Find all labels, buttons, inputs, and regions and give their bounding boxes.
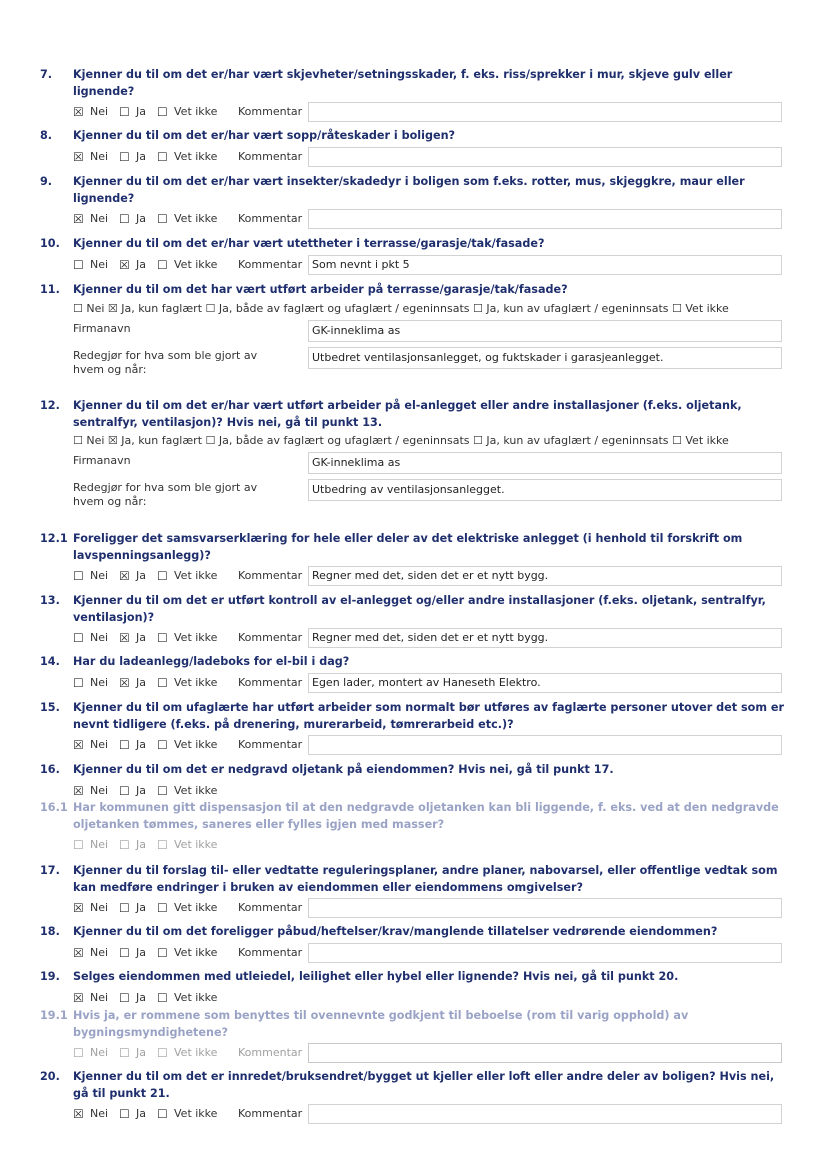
checkbox-ja[interactable]: ☐: [119, 783, 130, 798]
answer-options[interactable]: ☐ Nei ☒ Ja, kun faglært ☐ Ja, både av faglært og ufaglært / egeninnsats ☐ Ja, kun av ufaglært / egeninnsats ☐ Vet ikke: [73, 301, 729, 315]
question-text: Kjenner du til om det er/har vært skjevheter/setningsskader, f. eks. riss/sprekker i mur, skjeve gulv eller lignende?: [73, 68, 733, 98]
question-item: [40, 174, 788, 230]
label-ja: Ja: [136, 105, 146, 118]
question-header: [40, 924, 788, 941]
redegjor-field[interactable]: Utbedring av ventilasjonsanlegget.: [308, 479, 782, 501]
checkbox-ja[interactable]: ☐: [119, 945, 130, 960]
label-vet-ikke: Vet ikke: [174, 783, 218, 797]
question-text: Foreligger det samsvarserklæring for hele eller deler av det elektriske anlegget (i henhold til forskrift om lavspenningsanlegg)?: [73, 532, 743, 562]
question-number: 20.: [40, 1070, 60, 1083]
question-number: 19.: [40, 970, 60, 983]
answer-row: [73, 210, 788, 230]
label-ja: Ja: [136, 569, 146, 582]
question-text: Kjenner du til om det er innredet/bruksendret/bygget ut kjeller eller loft eller andre deler av boligen? Hvis nei, gå til punkt 21.: [73, 1070, 775, 1100]
kommentar-field[interactable]: [308, 147, 782, 167]
question-text: Kjenner du til om det er nedgravd oljetank på eiendommen? Hvis nei, gå til punkt 17.: [73, 763, 614, 776]
label-ja: Ja: [136, 1046, 146, 1059]
question-header: [40, 863, 788, 896]
answer-row: [73, 782, 788, 802]
question-text: Kjenner du til om det er/har vært utettheter i terrasse/garasje/tak/fasade?: [73, 237, 545, 250]
answer-row: [73, 567, 788, 587]
question-header: [40, 593, 788, 626]
checkbox-vet-ikke[interactable]: ☐: [157, 838, 168, 852]
label-nei: Nei: [90, 738, 109, 751]
checkbox-vet-ikke[interactable]: ☐: [157, 149, 168, 164]
label-nei: Nei: [90, 569, 109, 582]
label-vet-ikke: Vet ikke: [174, 1107, 218, 1120]
checkbox-nei[interactable]: ☐: [73, 631, 84, 645]
checkbox-ja[interactable]: ☐: [119, 105, 130, 119]
checkbox-nei[interactable]: ☒: [73, 149, 84, 164]
question-text: Hvis ja, er rommene som benyttes til ovennevnte godkjent til beboelse (rom til varig opphold) av bygningsmyndighetene?: [73, 1009, 689, 1039]
kommentar-field[interactable]: [308, 943, 782, 963]
question-item: [40, 654, 788, 694]
question-text: Kjenner du til om ufaglærte har utført arbeider som normalt bør utføres av faglærte personer utover det som er nevnt tidligere (f.eks. på drenering, murerarbeid, tømrerarbeid etc.)?: [73, 701, 784, 731]
question-header: [40, 800, 788, 833]
firmanavn-label: Firmanavn: [73, 454, 131, 467]
checkbox-nei[interactable]: ☐: [73, 569, 84, 583]
question-text: Kjenner du til om det er/har vært sopp/råteskader i boligen?: [73, 129, 456, 142]
question-number: 19.1: [40, 1009, 68, 1022]
question-header: [40, 969, 788, 986]
label-nei: Nei: [90, 838, 109, 851]
label-vet-ikke: Vet ikke: [174, 149, 218, 163]
label-ja: Ja: [136, 901, 146, 914]
answer-row: [73, 899, 788, 919]
checkbox-ja[interactable]: ☐: [119, 838, 130, 852]
question-text: Har kommunen gitt dispensasjon til at den nedgravde oljetanken kan bli liggende, f. eks. ved at den nedgravde oljetanken tømmes, saneres eller fylles igjen med masser?: [73, 801, 779, 831]
label-ja: Ja: [136, 212, 146, 225]
checkbox-nei[interactable]: ☒: [73, 783, 84, 798]
answer-row: [73, 148, 788, 168]
checkbox-ja[interactable]: ☐: [119, 1107, 130, 1121]
answer-options[interactable]: ☐ Nei ☒ Ja, kun faglært ☐ Ja, både av faglært og ufaglært / egeninnsats ☐ Ja, kun av ufaglært / egeninnsats ☐ Vet ikke: [73, 434, 729, 447]
checkbox-vet-ikke[interactable]: ☐: [157, 105, 168, 119]
question-item: [40, 67, 788, 123]
question-text: Kjenner du til om det foreligger påbud/heftelser/krav/manglende tillatelser vedrørende eiendommen?: [73, 925, 718, 938]
question-item: [40, 1069, 788, 1125]
kommentar-label: Kommentar: [238, 675, 303, 689]
checkbox-vet-ikke[interactable]: ☐: [157, 1046, 168, 1060]
kommentar-label: Kommentar: [238, 212, 303, 225]
answer-row: [73, 836, 788, 856]
label-nei: Nei: [90, 212, 109, 225]
question-header: [40, 398, 788, 431]
redegjor-label: Redegjør for hva som ble gjort av hvem og når:: [73, 481, 258, 508]
label-nei: Nei: [90, 783, 109, 797]
checkbox-ja[interactable]: ☒: [119, 257, 130, 272]
label-ja: Ja: [136, 945, 146, 959]
question-number: 9.: [40, 175, 53, 188]
question-number: 11.: [40, 283, 60, 296]
question-header: [40, 1069, 788, 1102]
question-header: [40, 174, 788, 207]
question-item: [40, 924, 788, 964]
redegjor-row: [73, 479, 788, 507]
firmanavn-field[interactable]: GK-inneklima as: [308, 452, 782, 474]
kommentar-label: Kommentar: [238, 738, 303, 751]
question-header: [40, 531, 788, 564]
label-ja: Ja: [136, 149, 146, 163]
answer-row: [73, 1044, 788, 1064]
question-item: [40, 531, 788, 587]
question-text: Kjenner du til forslag til- eller vedtatte reguleringsplaner, andre planer, nabovarsel, eller offentlige vedtak som kan medføre endringer i bruken av eiendommen eller eiendommens omgivelser?: [73, 864, 778, 894]
answer-row: [73, 629, 788, 649]
question-number: 17.: [40, 864, 60, 877]
label-ja: Ja: [136, 257, 146, 271]
label-vet-ikke: Vet ikke: [174, 838, 218, 851]
label-nei: Nei: [90, 990, 109, 1004]
redegjor-field[interactable]: Utbedret ventilasjonsanlegget, og fuktskader i garasjeanlegget.: [308, 347, 782, 369]
checkbox-vet-ikke[interactable]: ☐: [157, 901, 168, 915]
question-item: [40, 700, 788, 756]
question-number: 14.: [40, 655, 60, 668]
question-text: Selges eiendommen med utleiedel, leilighet eller hybel eller lignende? Hvis nei, gå til punkt 20.: [73, 970, 679, 983]
label-vet-ikke: Vet ikke: [174, 738, 218, 751]
question-number: 15.: [40, 701, 60, 714]
label-nei: Nei: [90, 1046, 109, 1059]
question-item: [40, 863, 788, 919]
checkbox-vet-ikke[interactable]: ☐: [157, 738, 168, 752]
question-item: [40, 398, 788, 507]
label-vet-ikke: Vet ikke: [174, 631, 218, 644]
kommentar-label: Kommentar: [238, 149, 303, 163]
checkbox-ja[interactable]: ☐: [119, 149, 130, 164]
question-number: 8.: [40, 129, 53, 142]
question-text: Kjenner du til om det er/har vært utført arbeider på el-anlegget eller andre installasjoner (f.eks. oljetank, sentralfyr, ventilasjon)? Hvis nei, gå til punkt 13.: [73, 399, 742, 429]
answer-row: [73, 944, 788, 964]
checkbox-vet-ikke[interactable]: ☐: [157, 631, 168, 645]
label-nei: Nei: [90, 631, 109, 644]
label-ja: Ja: [136, 1107, 146, 1120]
kommentar-field[interactable]: Som nevnt i pkt 5: [308, 255, 782, 275]
question-item: [40, 236, 788, 276]
checkbox-nei[interactable]: ☐: [73, 838, 84, 852]
firmanavn-row: [73, 320, 788, 346]
kommentar-label: Kommentar: [238, 257, 303, 271]
checkbox-vet-ikke[interactable]: ☐: [157, 257, 168, 272]
checkbox-ja[interactable]: ☒: [119, 569, 130, 583]
question-item: [40, 128, 788, 168]
label-nei: Nei: [90, 1107, 109, 1120]
question-number: 16.1: [40, 801, 68, 814]
label-ja: Ja: [136, 990, 146, 1004]
kommentar-field[interactable]: [308, 102, 782, 122]
question-number: 13.: [40, 594, 60, 607]
question-number: 12.: [40, 399, 60, 412]
kommentar-field[interactable]: [308, 209, 782, 229]
label-nei: Nei: [90, 105, 109, 118]
label-ja: Ja: [136, 783, 146, 797]
question-text: Kjenner du til om det har vært utført arbeider på terrasse/garasje/tak/fasade?: [73, 283, 568, 296]
checkbox-ja[interactable]: ☐: [119, 212, 130, 226]
kommentar-label: Kommentar: [238, 569, 303, 582]
question-header: [40, 128, 788, 145]
label-ja: Ja: [136, 838, 146, 851]
checkbox-nei[interactable]: ☒: [73, 105, 84, 119]
checkbox-vet-ikke[interactable]: ☐: [157, 212, 168, 226]
checkbox-vet-ikke[interactable]: ☐: [157, 675, 168, 690]
answer-row: [73, 674, 788, 694]
label-vet-ikke: Vet ikke: [174, 990, 218, 1004]
question-number: 16.: [40, 763, 60, 776]
checkbox-nei[interactable]: ☒: [73, 212, 84, 226]
question-number: 18.: [40, 925, 60, 938]
checkbox-nei[interactable]: ☒: [73, 738, 84, 752]
checkbox-nei[interactable]: ☒: [73, 945, 84, 960]
kommentar-label: Kommentar: [238, 631, 303, 644]
kommentar-field[interactable]: Regner med det, siden det er et nytt bygg.: [308, 628, 782, 648]
redegjor-label: Redegjør for hva som ble gjort av hvem og når:: [73, 348, 258, 376]
question-header: [40, 67, 788, 100]
label-vet-ikke: Vet ikke: [174, 569, 218, 582]
firmanavn-label: Firmanavn: [73, 321, 131, 335]
checkbox-nei[interactable]: ☐: [73, 1046, 84, 1060]
kommentar-label: Kommentar: [238, 945, 303, 959]
label-vet-ikke: Vet ikke: [174, 945, 218, 959]
question-item: [40, 593, 788, 649]
question-header: [40, 1008, 788, 1041]
kommentar-field[interactable]: [308, 898, 782, 918]
checkbox-ja[interactable]: ☒: [119, 631, 130, 645]
checkbox-vet-ikke[interactable]: ☐: [157, 990, 168, 1005]
kommentar-label: Kommentar: [238, 1107, 303, 1120]
redegjor-row: [73, 347, 788, 375]
label-ja: Ja: [136, 738, 146, 751]
checkbox-vet-ikke[interactable]: ☐: [157, 1107, 168, 1121]
question-item: [40, 762, 788, 802]
firmanavn-row: [73, 452, 788, 478]
question-text: Kjenner du til om det er utført kontroll av el-anlegget og/eller andre installasjoner (f.eks. oljetank, sentralfyr, ventilasjon)?: [73, 594, 766, 624]
label-ja: Ja: [136, 675, 146, 689]
question-item: [40, 969, 788, 1009]
kommentar-label: Kommentar: [238, 1046, 303, 1059]
kommentar-field[interactable]: [308, 1043, 782, 1063]
label-nei: Nei: [90, 901, 109, 914]
kommentar-field[interactable]: [308, 735, 782, 755]
label-vet-ikke: Vet ikke: [174, 257, 218, 271]
checkbox-nei[interactable]: ☒: [73, 990, 84, 1005]
kommentar-field[interactable]: [308, 1104, 782, 1124]
question-text: Kjenner du til om det er/har vært insekter/skadedyr i boligen som f.eks. rotter, mus, skjeggkre, maur eller lignende?: [73, 175, 745, 205]
question-number: 10.: [40, 237, 60, 250]
label-vet-ikke: Vet ikke: [174, 105, 218, 118]
label-nei: Nei: [90, 945, 109, 959]
label-nei: Nei: [90, 675, 109, 689]
kommentar-label: Kommentar: [238, 105, 303, 118]
label-vet-ikke: Vet ikke: [174, 675, 218, 689]
question-header: [40, 700, 788, 733]
checkbox-ja[interactable]: ☐: [119, 990, 130, 1005]
label-nei: Nei: [90, 257, 109, 271]
label-nei: Nei: [90, 149, 109, 163]
checkbox-nei[interactable]: ☒: [73, 901, 84, 915]
label-ja: Ja: [136, 631, 146, 644]
checkbox-ja[interactable]: ☐: [119, 901, 130, 915]
checkbox-nei[interactable]: ☐: [73, 675, 84, 690]
kommentar-label: Kommentar: [238, 901, 303, 914]
question-header: [40, 762, 788, 779]
question-text: Har du ladeanlegg/ladeboks for el-bil i dag?: [73, 655, 350, 668]
label-vet-ikke: Vet ikke: [174, 901, 218, 914]
checkbox-ja[interactable]: ☒: [119, 675, 130, 690]
label-vet-ikke: Vet ikke: [174, 212, 218, 225]
question-item: [40, 282, 788, 375]
question-item: [40, 1008, 788, 1064]
kommentar-field[interactable]: Regner med det, siden det er et nytt bygg.: [308, 566, 782, 586]
firmanavn-field[interactable]: GK-inneklima as: [308, 320, 782, 342]
checkbox-nei[interactable]: ☒: [73, 1107, 84, 1121]
answer-row: [73, 1105, 788, 1125]
question-number: 7.: [40, 68, 53, 81]
question-item: [40, 800, 788, 856]
checkbox-nei[interactable]: ☐: [73, 257, 84, 272]
question-header: [40, 236, 788, 253]
question-number: 12.1: [40, 532, 68, 545]
kommentar-field[interactable]: Egen lader, montert av Haneseth Elektro.: [308, 673, 782, 693]
question-header: [40, 282, 788, 299]
label-vet-ikke: Vet ikke: [174, 1046, 218, 1059]
question-header: [40, 654, 788, 671]
answer-row: [73, 256, 788, 276]
answer-row: [73, 989, 788, 1009]
checkbox-ja[interactable]: ☐: [119, 1046, 130, 1060]
checkbox-vet-ikke[interactable]: ☐: [157, 783, 168, 798]
answer-row: [73, 736, 788, 756]
checkbox-ja[interactable]: ☐: [119, 738, 130, 752]
answer-row: [73, 103, 788, 123]
checkbox-vet-ikke[interactable]: ☐: [157, 945, 168, 960]
checkbox-vet-ikke[interactable]: ☐: [157, 569, 168, 583]
